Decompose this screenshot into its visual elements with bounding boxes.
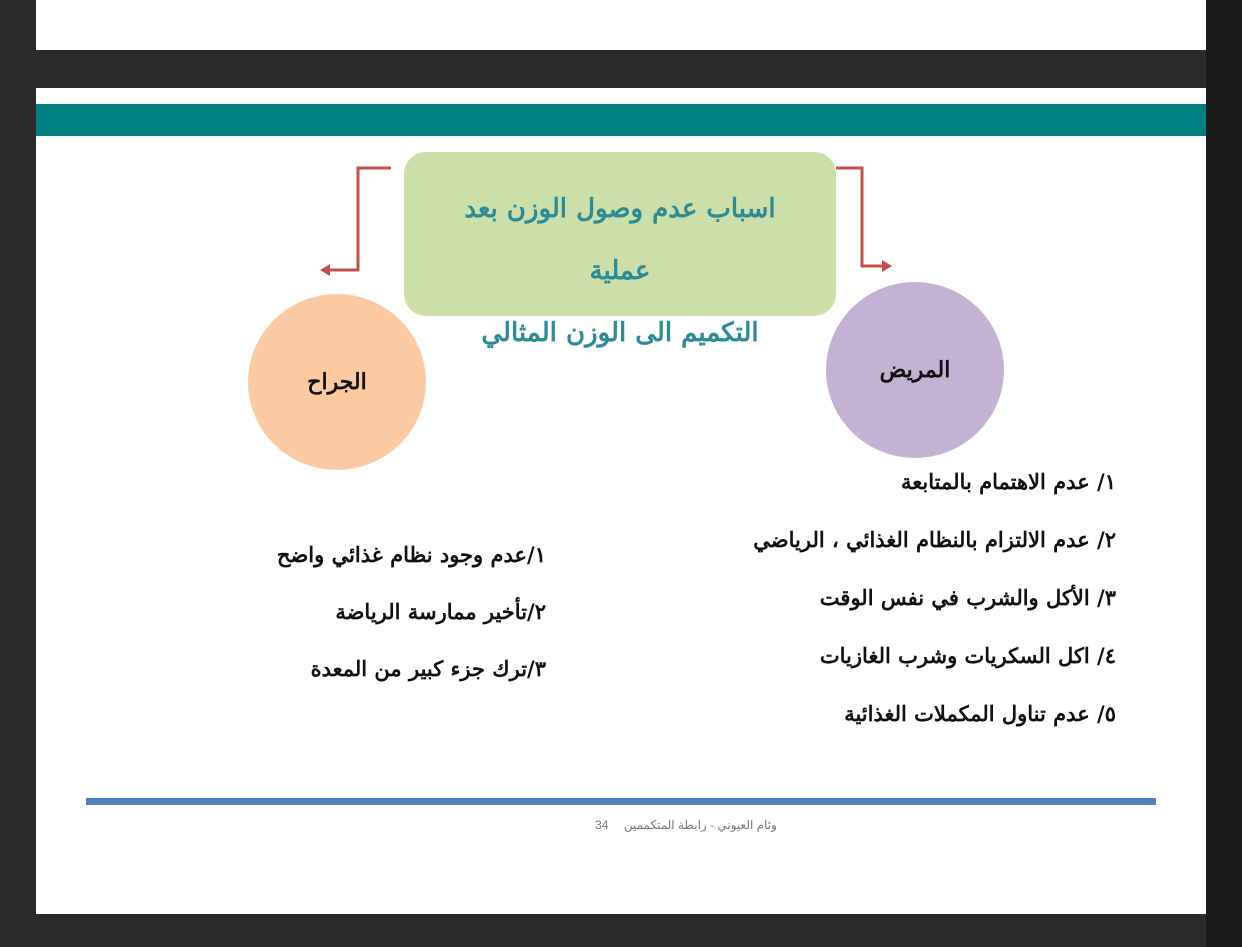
patient-label: المريض xyxy=(879,357,951,383)
arrow-head-right xyxy=(882,260,892,272)
patient-reasons-list xyxy=(706,453,1116,743)
list-item: ١/عدم وجود نظام غذائي واضح xyxy=(276,542,546,567)
arrow-to-patient xyxy=(836,168,884,266)
title-box xyxy=(404,152,836,348)
list-item: ٢/تأخير ممارسة الرياضة xyxy=(335,599,546,624)
list-item: ١/ عدم الاهتمام بالمتابعة xyxy=(901,469,1116,494)
patient-circle xyxy=(826,282,1004,458)
surgeon-label: الجراح xyxy=(307,369,367,395)
title-line-1: اسباب عدم وصول الوزن بعد عملية xyxy=(464,194,776,286)
title-line-2: التكميم الى الوزن المثالي xyxy=(481,318,759,348)
previous-slide-edge xyxy=(36,0,1206,50)
slide-footer xyxy=(536,818,836,832)
surgeon-reasons-list xyxy=(216,526,546,697)
list-item: ٢/ عدم الالتزام بالنظام الغذائي ، الرياضي xyxy=(753,527,1116,552)
page-number: 34 xyxy=(595,818,609,832)
surgeon-circle xyxy=(248,294,426,470)
list-item: ٤/ اكل السكريات وشرب الغازيات xyxy=(819,643,1116,668)
list-item: ٣/ الأكل والشرب في نفس الوقت xyxy=(819,585,1116,610)
footer-text: وئام العيوني - رابطة المتكممين xyxy=(623,818,777,832)
slide xyxy=(36,88,1206,914)
window-edge xyxy=(1206,0,1242,947)
arrow-to-surgeon xyxy=(328,168,391,270)
footer-divider xyxy=(86,798,1156,805)
list-item: ٥/ عدم تناول المكملات الغذائية xyxy=(844,701,1116,726)
arrow-head-left xyxy=(320,264,330,276)
list-item: ٣/ترك جزء كبير من المعدة xyxy=(310,656,546,681)
